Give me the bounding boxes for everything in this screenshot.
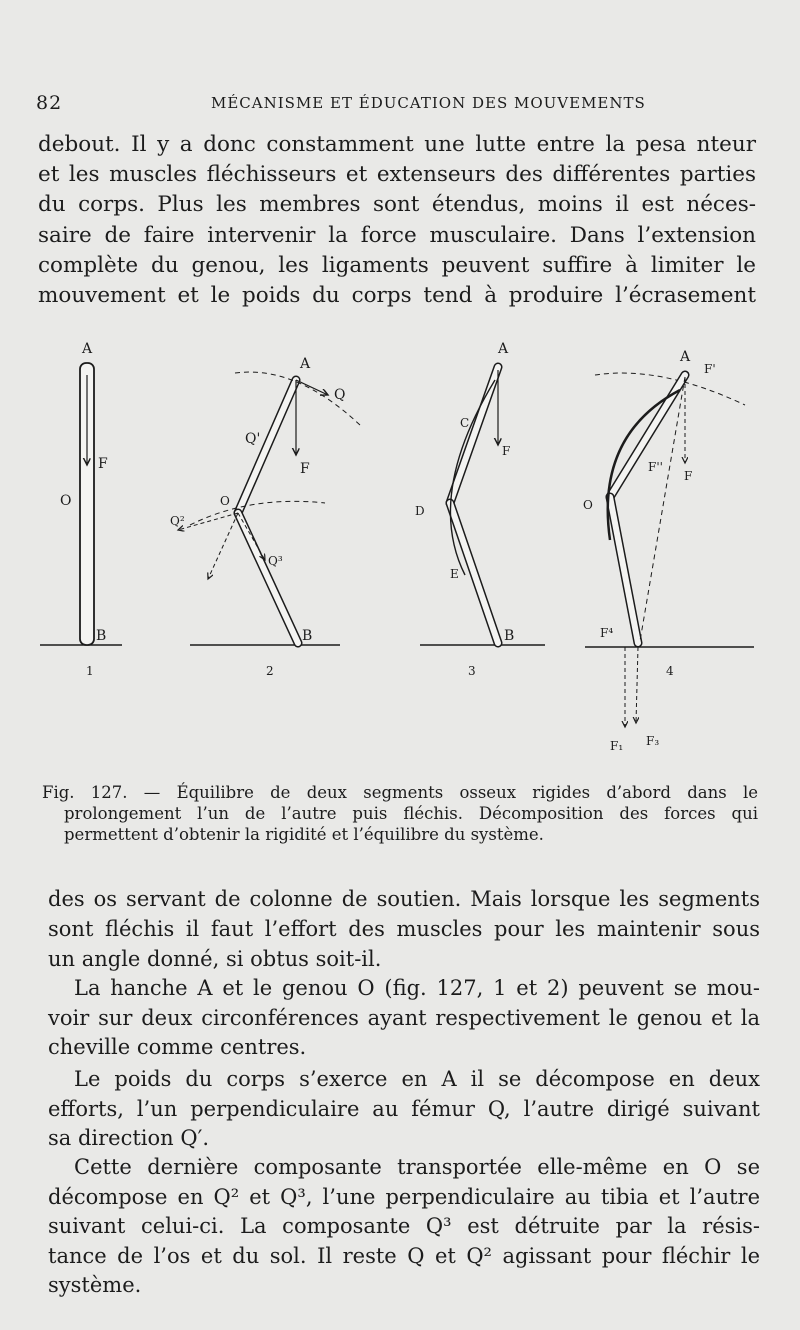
label-Q-prime: Q' [245, 431, 261, 447]
panel-number: 4 [666, 664, 674, 678]
label-D: D [415, 504, 425, 518]
panel-number: 1 [86, 664, 94, 678]
panel-number: 2 [266, 664, 274, 678]
caption-line: prolongement l’un de l’autre puis fléchis. Décomposition des forces qui [64, 804, 758, 823]
label-Q: Q [334, 387, 346, 403]
text-line: cheville comme centres. [48, 1035, 307, 1059]
text-line: décompose en Q² et Q³, l’une perpendiculaire au tibia et l’autre [48, 1184, 760, 1209]
paragraph [48, 974, 760, 1063]
figure-127-diagram [40, 335, 760, 775]
label-B: B [96, 628, 107, 644]
text-line: sa direction Q′. [48, 1126, 210, 1150]
text-line: Cette dernière composante transportée elle-même en O se [74, 1155, 760, 1179]
paragraph-top [38, 130, 756, 311]
label-A: A [82, 341, 93, 357]
text-line: complète du genou, les ligaments peuvent suffire à limiter le [38, 252, 756, 278]
label-F: F [502, 444, 511, 458]
panel-1 [40, 341, 122, 678]
text-line: suivant celui-ci. La composante Q³ est détruite par la résis- [48, 1214, 760, 1238]
caption-line: permettent d’obtenir la rigidité et l’équilibre du système. [64, 825, 544, 844]
panel-number: 3 [468, 664, 476, 678]
label-E: E [450, 567, 459, 581]
label-B: B [302, 628, 313, 644]
label-B: B [504, 628, 515, 644]
label-F-prime: F' [704, 362, 716, 376]
paragraph [48, 1065, 760, 1154]
label-F-dprime: F'' [648, 460, 663, 474]
label-F3: F₃ [646, 734, 660, 748]
label-O: O [220, 494, 230, 508]
label-A: A [498, 341, 509, 357]
running-head: MÉCANISME ET ÉDUCATION DES MOUVEMENTS [211, 94, 646, 112]
text-line: saire de faire intervenir la force musculaire. Dans l’extension [38, 222, 756, 248]
text-line: Le poids du corps s’exerce en A il se décompose en deux [74, 1067, 760, 1091]
text-line: sont fléchis il faut l’effort des muscles pour les maintenir sous [48, 917, 760, 941]
panel-3 [415, 341, 545, 678]
text-line: La hanche A et le genou O (fig. 127, 1 et 2) peuvent se mou- [74, 976, 760, 1000]
page-number: 82 [36, 92, 63, 114]
label-C: C [460, 416, 470, 430]
label-F: F [98, 456, 108, 472]
label-Q3: Q³ [268, 554, 283, 568]
text-line: debout. Il y a donc constamment une lutte entre la pesa nteur [38, 132, 756, 157]
page-header [36, 92, 756, 116]
paragraph [48, 1153, 760, 1301]
label-A: A [680, 349, 691, 365]
label-F1: F₁ [610, 739, 624, 753]
label-Q2: Q² [170, 514, 185, 528]
text-line: mouvement et le poids du corps tend à produire l’écrasement [38, 283, 756, 309]
figure-caption [42, 782, 758, 845]
label-O: O [583, 498, 593, 512]
text-line: tance de l’os et du sol. Il reste Q et Q² agissant pour fléchir le [48, 1243, 760, 1268]
label-F: F [300, 461, 310, 477]
label-F4: F⁴ [600, 626, 614, 640]
text-line: efforts, l’un perpendiculaire au fémur Q, l’autre dirigé suivant [48, 1096, 760, 1121]
caption-line: Fig. 127. — Équilibre de deux segments osseux rigides d’abord dans le [42, 783, 758, 802]
panel-2 [170, 356, 360, 678]
label-F: F [684, 469, 693, 483]
text-line: voir sur deux circonférences ayant respectivement le genou et la [48, 1005, 760, 1030]
text-line: du corps. Plus les membres sont étendus, moins il est néces- [38, 192, 756, 218]
panel-4 [583, 349, 754, 753]
text-line: système. [48, 1273, 142, 1297]
label-A: A [300, 356, 311, 372]
text-line: des os servant de colonne de soutien. Mais lorsque les segments [48, 887, 760, 911]
text-line: un angle donné, si obtus soit-il. [48, 947, 382, 971]
text-line: et les muscles fléchisseurs et extenseurs des différentes parties [38, 162, 756, 188]
label-O: O [60, 493, 72, 509]
paragraph [48, 884, 760, 974]
figure-127 [40, 335, 760, 775]
